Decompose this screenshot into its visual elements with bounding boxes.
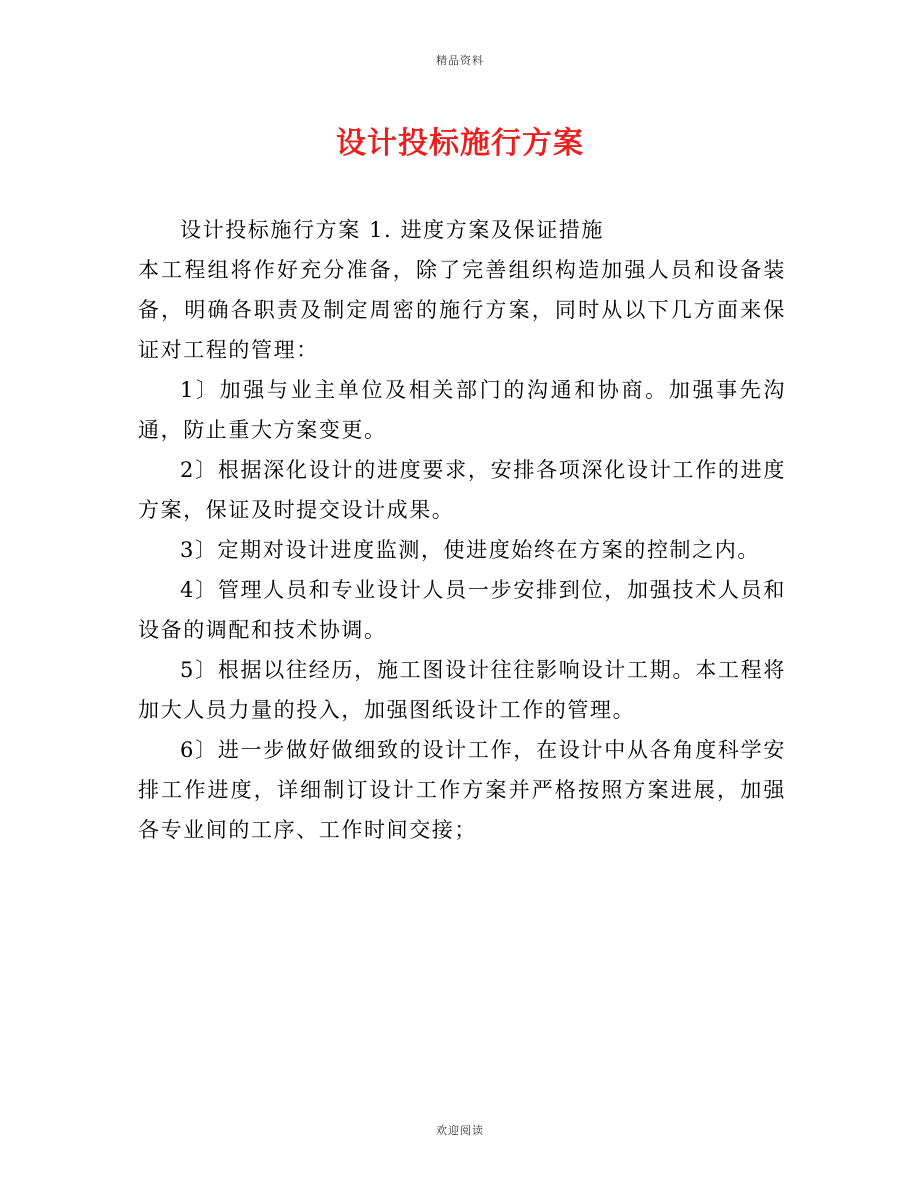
paragraph-item-3: 3〕定期对设计进度监测，使进度始终在方案的控制之内。 (180, 538, 760, 562)
page-header: 精品资料 (436, 54, 484, 67)
page-footer: 欢迎阅读 (436, 1124, 484, 1137)
paragraph-item-5: 5〕根据以往经历，施工图设计往往影响设计工期。本工程将加大人员力量的投入，加强图纸设计工作的管理。 (138, 658, 786, 722)
paragraph-item-1: 1〕加强与业主单位及相关部门的沟通和协商。加强事先沟通，防止重大方案变更。 (138, 378, 786, 442)
document-body (138, 210, 786, 850)
document-title: 设计投标施行方案 (336, 126, 584, 161)
paragraph-item-4: 4〕管理人员和专业设计人员一步安排到位，加强技术人员和设备的调配和技术协调。 (138, 578, 786, 642)
paragraph-item-2: 2〕根据深化设计的进度要求，安排各项深化设计工作的进度方案，保证及时提交设计成果。 (138, 458, 786, 522)
paragraph-item-6: 6〕进一步做好做细致的设计工作，在设计中从各角度科学安排工作进度，详细制订设计工作方案并严格按照方案进展，加强各专业间的工序、工作时间交接； (138, 738, 786, 842)
paragraph-intro-heading: 设计投标施行方案 1. 进度方案及保证措施 (180, 218, 604, 242)
paragraph-overview: 本工程组将作好充分准备，除了完善组织构造加强人员和设备装备，明确各职责及制定周密的施行方案，同时从以下几方面来保证对工程的管理： (138, 258, 786, 362)
